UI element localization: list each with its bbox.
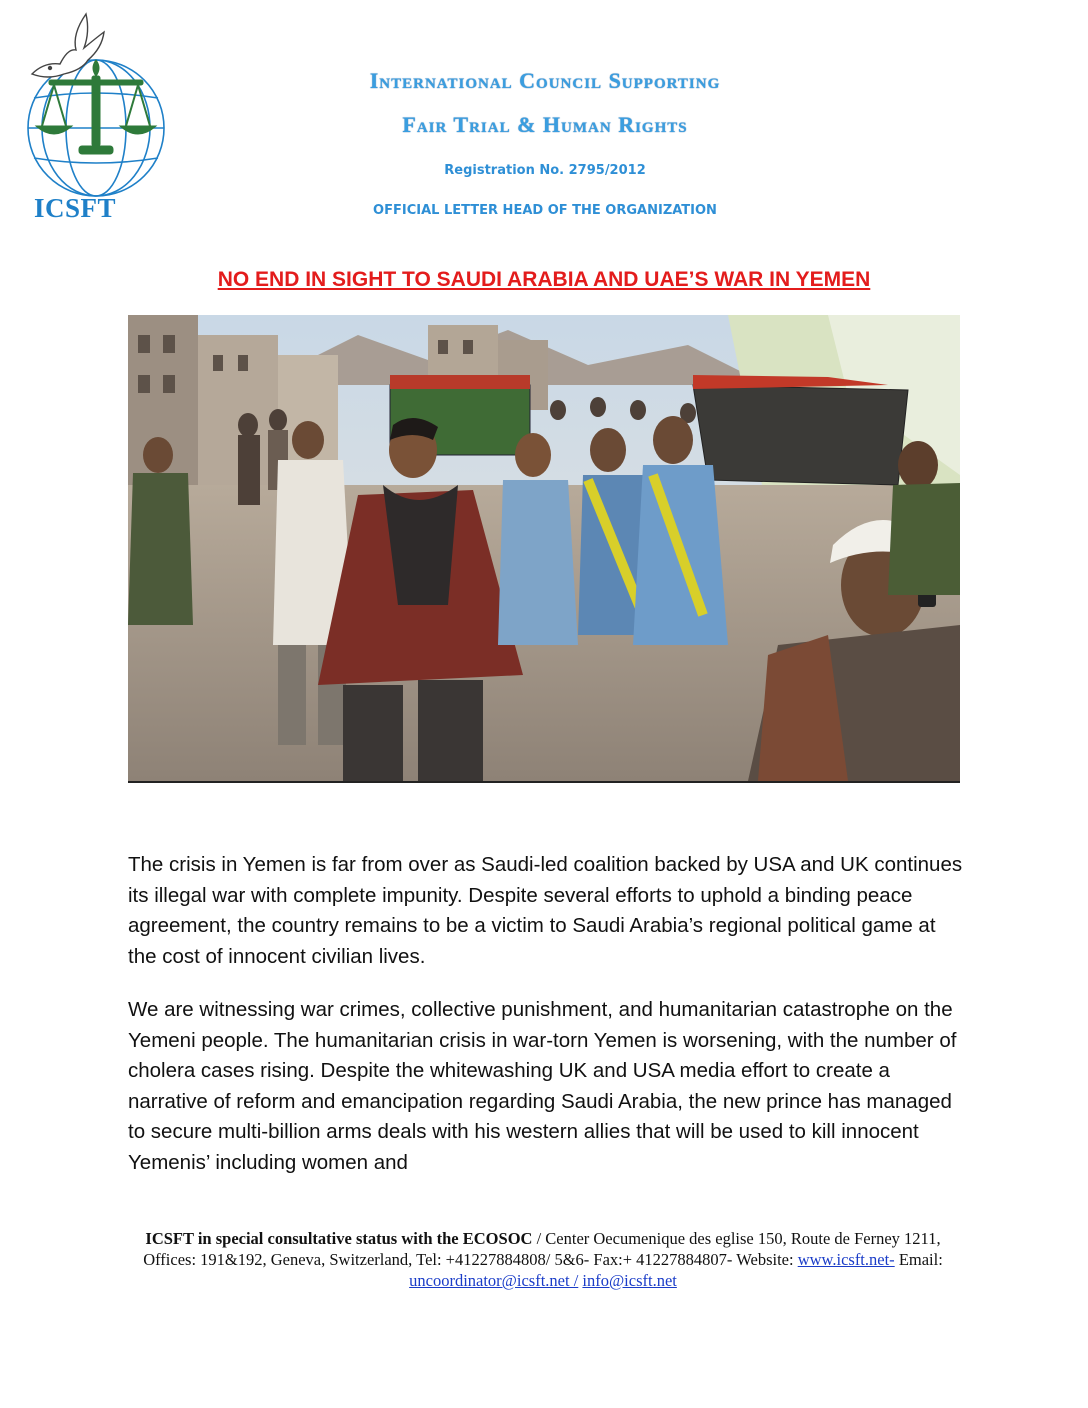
official-letterhead-label: OFFICIAL LETTER HEAD OF THE ORGANIZATION — [373, 203, 717, 218]
website-link[interactable]: www.icsft.net- — [797, 1250, 895, 1269]
footer-contact — [118, 1228, 968, 1291]
registration-number: Registration No. 2795/2012 — [444, 163, 646, 178]
footer-consultative-status: ICSFT in special consultative status with the ECOSOC — [145, 1229, 533, 1248]
organization-name-line-2: Fair Trial & Human Rights — [402, 112, 688, 137]
footer-address: / Center Oecumenique des eglise 150, Route de Ferney 1211, Offices: 191&192, Geneva, Switzerland, Tel: +41227884808/ 5&6- Fax:+ 41227884807- Website: — [143, 1229, 941, 1269]
email-link-uncoordinator[interactable]: uncoordinator@icsft.net / — [409, 1271, 579, 1290]
coffin-right — [693, 375, 908, 485]
news-photo — [128, 315, 960, 783]
organization-name-line-1: International Council Supporting — [369, 68, 721, 93]
body-paragraph-2: We are witnessing war crimes, collective punishment, and humanitarian catastrophe on the Yemeni people. The humanitarian crisis in war-torn Yemen is worsening, with the number of cholera cases rising. Despite the whitewashing UK and USA media effort to create a narrative of reform and emancipation regarding Saudi Arabia, the new prince has managed to secure multi-billion arms deals with his western allies that will be used to kill innocent Yemenis’ including women and — [128, 998, 957, 1174]
footer-email-label: Email: — [894, 1250, 943, 1269]
article-headline: NO END IN SIGHT TO SAUDI ARABIA AND UAE’S WAR IN YEMEN — [217, 268, 871, 291]
logo-text: ICSFT — [34, 193, 117, 223]
email-link-info[interactable]: info@icsft.net — [582, 1271, 677, 1290]
body-paragraph-1: The crisis in Yemen is far from over as Saudi-led coalition backed by USA and UK continues its illegal war with complete impunity. Despite several efforts to uphold a binding peace agreement, the country remains to be a victim to Saudi Arabia’s regional political game at the cost of innocent civilian lives. — [128, 853, 963, 968]
